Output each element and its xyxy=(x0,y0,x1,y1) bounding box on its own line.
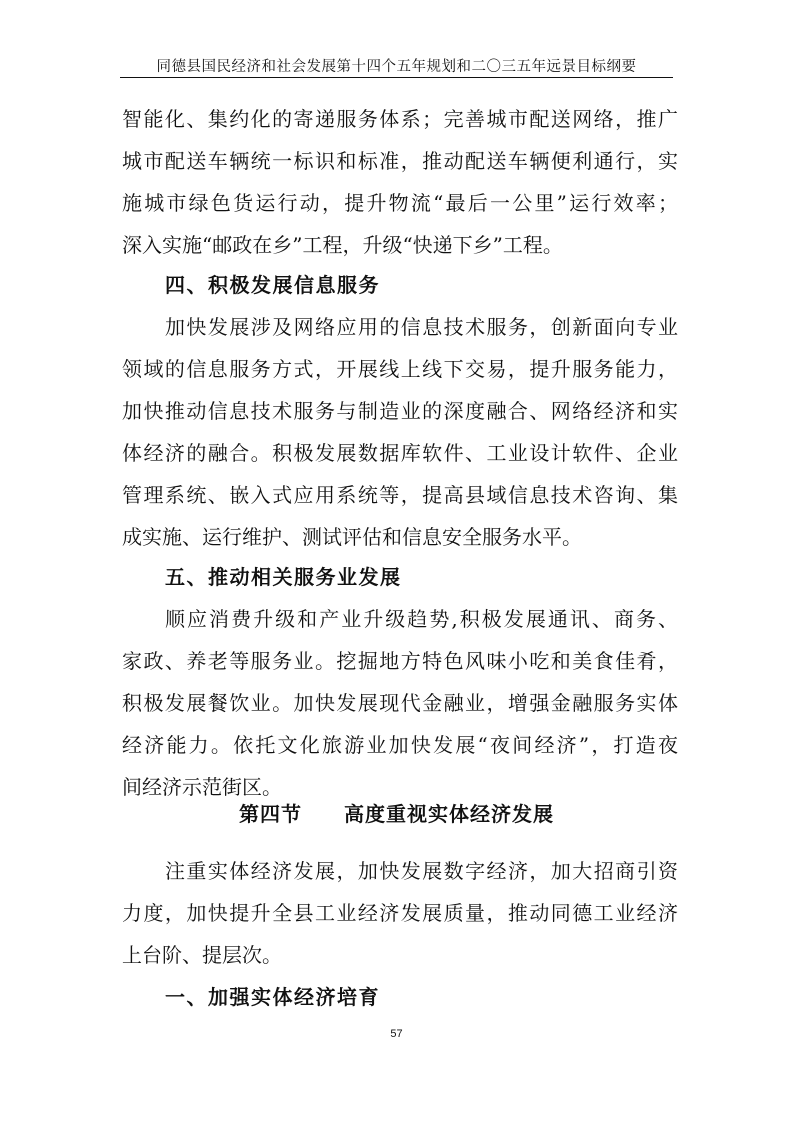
subheading-info-services: 四、积极发展信息服务 xyxy=(165,273,380,297)
paragraph-line: 领域的信息服务方式，开展线上线下交易，提升服务能力， xyxy=(122,357,678,381)
paragraph-line: 施城市绿色货运行动，提升物流“最后一公里”运行效率； xyxy=(122,191,678,215)
paragraph-line: 家政、养老等服务业。挖掘地方特色风味小吃和美食佳肴， xyxy=(122,649,678,673)
paragraph-line: 成实施、运行维护、测试评估和信息安全服务水平。 xyxy=(122,525,582,549)
paragraph-line: 力度，加快提升全县工业经济发展质量，推动同德工业经济 xyxy=(122,901,678,925)
running-header: 同德县国民经济和社会发展第十四个五年规划和二〇三五年远景目标纲要 xyxy=(156,59,637,75)
paragraph-line: 经济能力。依托文化旅游业加快发展“夜间经济”，打造夜 xyxy=(122,733,678,757)
paragraph-line: 体经济的融合。积极发展数据库软件、工业设计软件、企业 xyxy=(122,441,678,465)
subheading-related-services: 五、推动相关服务业发展 xyxy=(165,565,402,589)
section-heading: 高度重视实体经济发展 xyxy=(344,802,554,826)
paragraph-line: 智能化、集约化的寄递服务体系；完善城市配送网络，推广 xyxy=(122,107,678,131)
page-number: 57 xyxy=(390,1028,403,1040)
paragraph-line: 城市配送车辆统一标识和标准，推动配送车辆便利通行，实 xyxy=(122,149,678,173)
paragraph-line: 间经济示范街区。 xyxy=(122,775,282,799)
paragraph-line: 积极发展餐饮业。加快发展现代金融业，增强金融服务实体 xyxy=(122,691,678,715)
paragraph-line: 顺应消费升级和产业升级趋势,积极发展通讯、商务、 xyxy=(165,607,678,631)
paragraph-line: 深入实施“邮政在乡”工程，升级“快递下乡”工程。 xyxy=(122,233,563,257)
subheading-real-economy: 一、加强实体经济培育 xyxy=(165,985,380,1009)
section-title xyxy=(0,800,793,828)
paragraph-line: 注重实体经济发展，加快发展数字经济，加大招商引资 xyxy=(165,859,678,883)
paragraph-line: 加快推动信息技术服务与制造业的深度融合、网络经济和实 xyxy=(122,399,678,423)
header-rule xyxy=(120,77,673,78)
paragraph-line: 上台阶、提层次。 xyxy=(122,943,282,967)
paragraph-line: 加快发展涉及网络应用的信息技术服务，创新面向专业 xyxy=(165,315,678,339)
section-number: 第四节 xyxy=(239,802,302,826)
paragraph-line: 管理系统、嵌入式应用系统等，提高县域信息技术咨询、集 xyxy=(122,483,678,507)
